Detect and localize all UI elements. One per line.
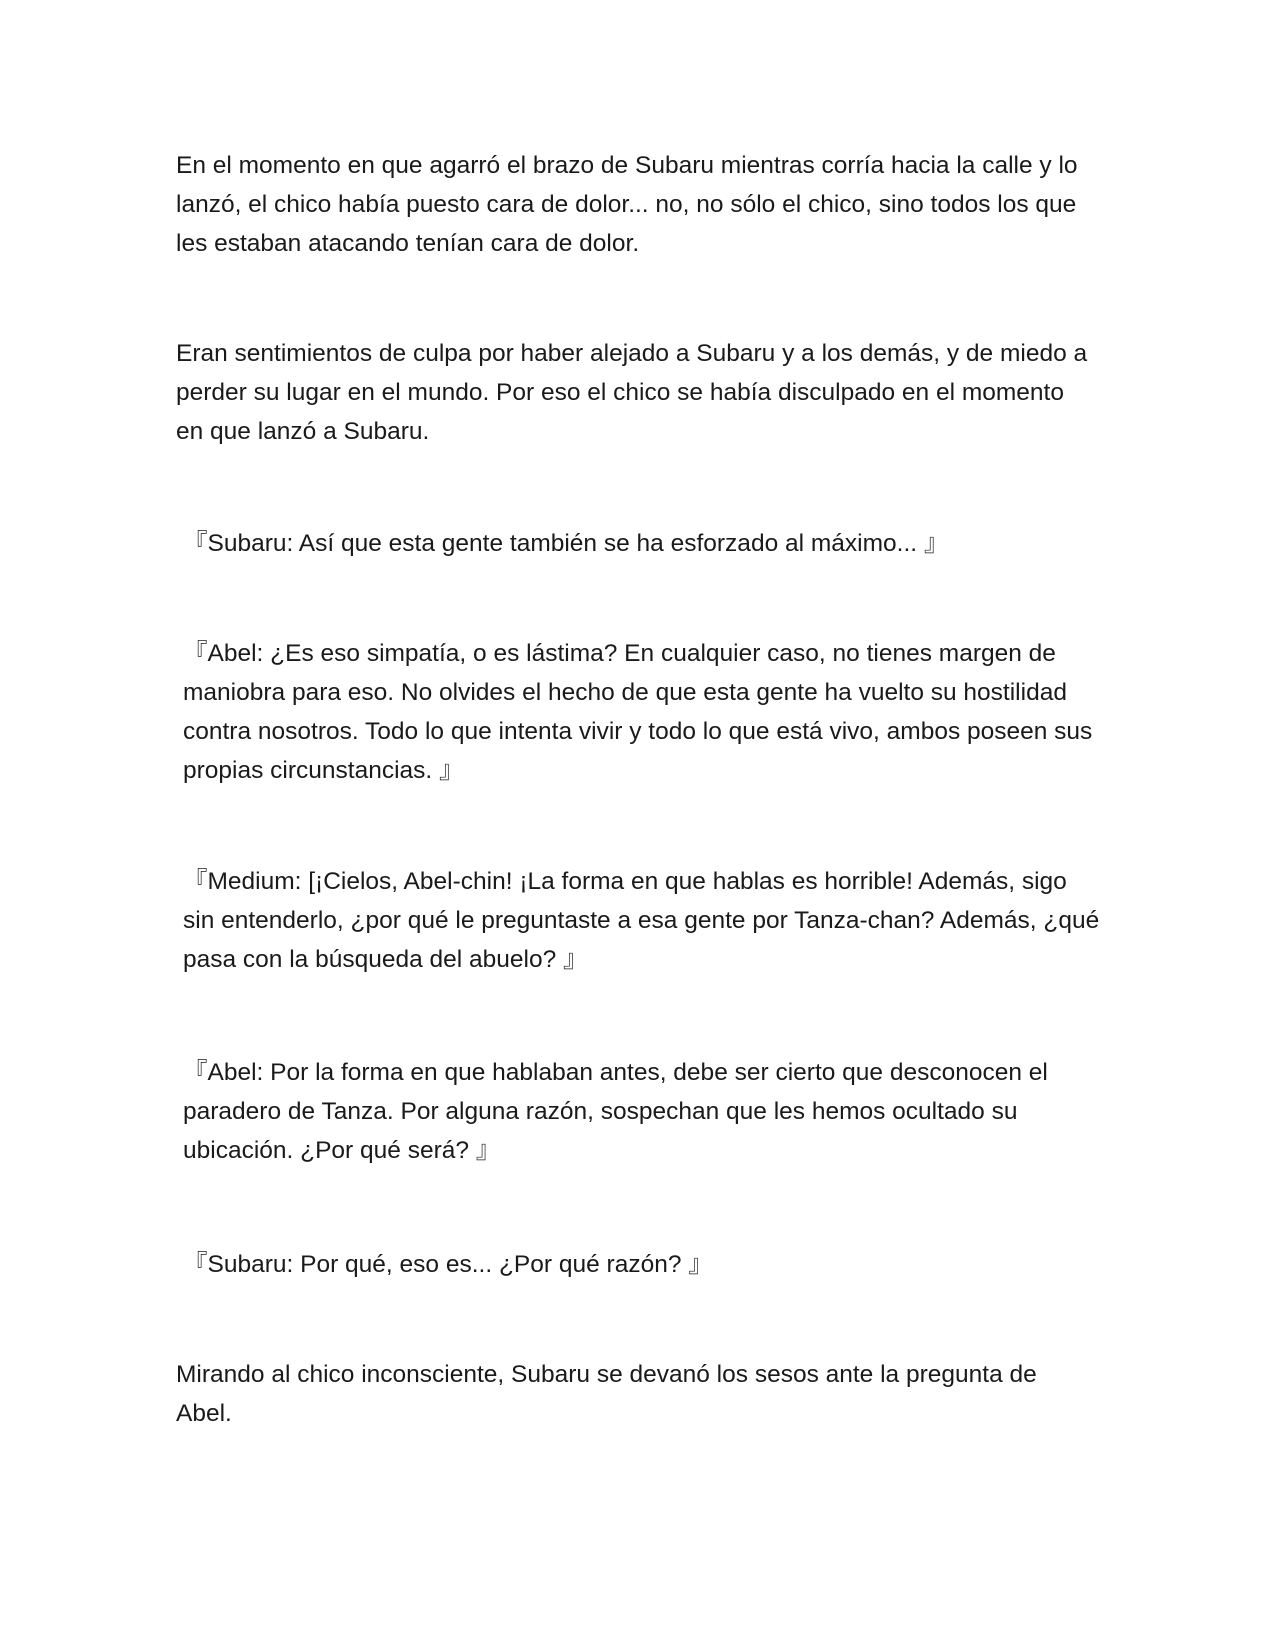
- dialogue-line-abel: 『Abel: ¿Es eso simpatía, o es lástima? En cualquier caso, no tienes margen de maniobra para eso. No olvides el hecho de que esta gente ha vuelto su hostilidad contra nosotros. Todo lo que intenta vivir y todo lo que está vivo, ambos poseen sus propias circunstancias. 』: [183, 640, 1093, 784]
- narration-paragraph: Eran sentimientos de culpa por haber alejado a Subaru y a los demás, y de miedo a perder su lugar en el mundo. Por eso el chico se había disculpado en el momento en que lanzó a Subaru.: [176, 340, 1088, 445]
- dialogue-line-subaru: 『Subaru: Así que esta gente también se ha esforzado al máximo... 』: [183, 530, 949, 557]
- dialogue-line-medium: 『Medium: [¡Cielos, Abel-chin! ¡La forma en que hablas es horrible! Además, sigo sin entenderlo, ¿por qué le preguntaste a esa gente por Tanza-chan? Además, ¿qué pasa con la búsqueda del abuelo? 』: [183, 868, 1100, 973]
- dialogue-line-abel: 『Abel: Por la forma en que hablaban antes, debe ser cierto que desconocen el paradero de Tanza. Por alguna razón, sospechan que les hemos ocultado su ubicación. ¿Por qué será? 』: [183, 1059, 1048, 1164]
- dialogue-line-subaru: 『Subaru: Por qué, eso es... ¿Por qué razón? 』: [183, 1251, 713, 1278]
- narration-paragraph: Mirando al chico inconsciente, Subaru se devanó los sesos ante la pregunta de Abel.: [176, 1361, 1037, 1427]
- narration-paragraph: En el momento en que agarró el brazo de Subaru mientras corría hacia la calle y lo lanzó, el chico había puesto cara de dolor... no, no sólo el chico, sino todos los que les estaban atacando tenían cara de dolor.: [176, 152, 1078, 257]
